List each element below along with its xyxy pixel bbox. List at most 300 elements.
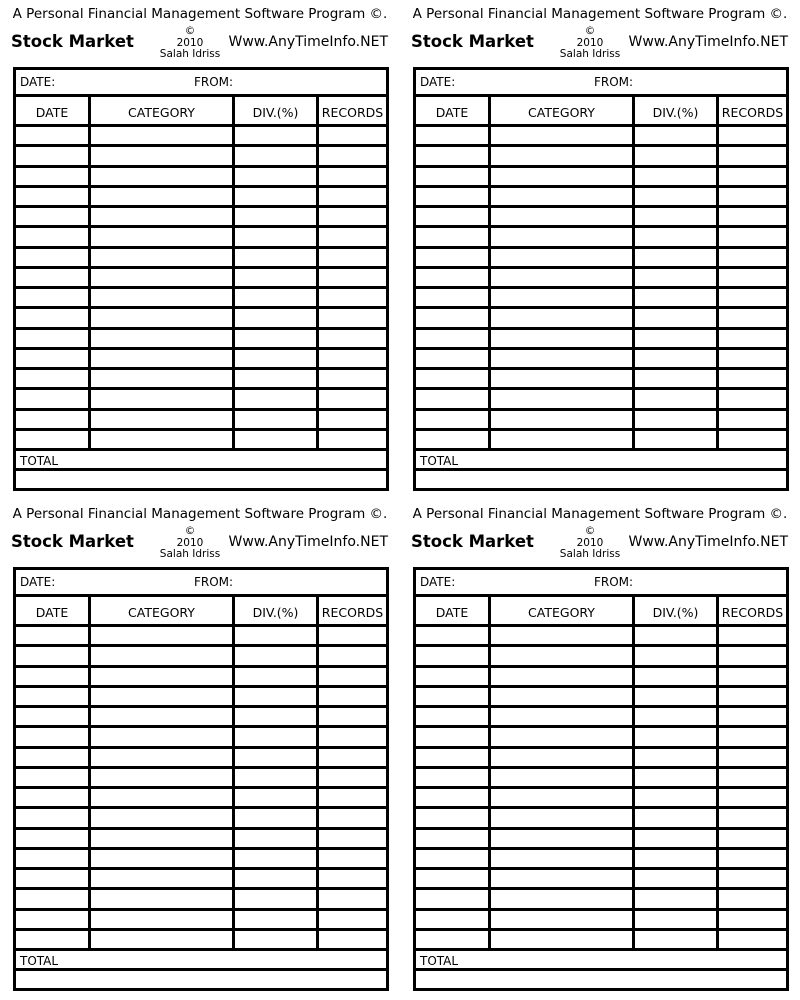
entry-cell[interactable] bbox=[91, 890, 235, 911]
website-link[interactable]: Www.AnyTimeInfo.NET bbox=[628, 534, 788, 550]
entry-cell[interactable] bbox=[319, 269, 386, 289]
entry-cell[interactable] bbox=[16, 309, 91, 330]
entry-cell[interactable] bbox=[416, 769, 491, 789]
entry-cell[interactable] bbox=[719, 390, 786, 411]
entry-cell[interactable] bbox=[235, 350, 319, 370]
entry-cell[interactable] bbox=[491, 330, 635, 350]
entry-cell[interactable] bbox=[319, 789, 386, 809]
entry-cell[interactable] bbox=[91, 830, 235, 850]
entry-cell[interactable] bbox=[319, 208, 386, 228]
entry-cell[interactable] bbox=[719, 870, 786, 890]
entry-cell[interactable] bbox=[91, 330, 235, 350]
from-input[interactable] bbox=[241, 571, 381, 593]
entry-cell[interactable] bbox=[635, 931, 719, 951]
entry-cell[interactable] bbox=[16, 249, 91, 269]
copyright-block bbox=[150, 526, 230, 561]
entry-cell[interactable] bbox=[491, 627, 635, 647]
entry-cell[interactable] bbox=[16, 350, 91, 370]
total-row bbox=[416, 451, 786, 471]
entry-cell[interactable] bbox=[416, 309, 491, 330]
date-input[interactable] bbox=[463, 71, 583, 93]
entry-cell[interactable] bbox=[91, 789, 235, 809]
entry-cell[interactable] bbox=[491, 228, 635, 249]
entry-cell[interactable] bbox=[635, 708, 719, 728]
entry-cell[interactable] bbox=[235, 749, 319, 769]
entry-cell[interactable] bbox=[635, 728, 719, 749]
total-value-field[interactable] bbox=[416, 971, 786, 988]
entry-cell[interactable] bbox=[235, 249, 319, 269]
entry-cell[interactable] bbox=[16, 769, 91, 789]
entry-cell[interactable] bbox=[235, 188, 319, 208]
entry-cell[interactable] bbox=[91, 647, 235, 668]
entry-cell[interactable] bbox=[635, 390, 719, 411]
from-input[interactable] bbox=[641, 571, 781, 593]
entry-cell[interactable] bbox=[719, 647, 786, 668]
entry-cell[interactable] bbox=[16, 390, 91, 411]
entry-cell[interactable] bbox=[416, 870, 491, 890]
entry-cell[interactable] bbox=[235, 769, 319, 789]
entry-cell[interactable] bbox=[16, 370, 91, 390]
entry-cell[interactable] bbox=[235, 370, 319, 390]
entry-cell[interactable] bbox=[235, 647, 319, 668]
from-input[interactable] bbox=[641, 71, 781, 93]
entry-cell[interactable] bbox=[416, 830, 491, 850]
entry-cell[interactable] bbox=[719, 127, 786, 147]
entry-cell[interactable] bbox=[16, 809, 91, 830]
entry-cell[interactable] bbox=[491, 769, 635, 789]
column-header-records: RECORDS bbox=[721, 605, 784, 620]
entry-cell[interactable] bbox=[416, 431, 491, 451]
entry-cell[interactable] bbox=[91, 228, 235, 249]
entry-cell[interactable] bbox=[235, 789, 319, 809]
entry-cell[interactable] bbox=[635, 289, 719, 309]
entry-cell[interactable] bbox=[16, 749, 91, 769]
entry-cell[interactable] bbox=[16, 289, 91, 309]
entry-cell[interactable] bbox=[719, 627, 786, 647]
entry-cell[interactable] bbox=[235, 668, 319, 688]
entry-cell[interactable] bbox=[16, 931, 91, 951]
entry-cell[interactable] bbox=[719, 411, 786, 431]
entry-cell[interactable] bbox=[91, 850, 235, 870]
copyright-block bbox=[150, 26, 230, 61]
column-header-div: DIV.(%) bbox=[252, 105, 299, 120]
entry-cell[interactable] bbox=[235, 269, 319, 289]
entry-cell[interactable] bbox=[719, 890, 786, 911]
total-label: TOTAL bbox=[420, 454, 459, 468]
entry-cell[interactable] bbox=[91, 208, 235, 228]
entry-cell[interactable] bbox=[235, 911, 319, 931]
entry-cell[interactable] bbox=[416, 228, 491, 249]
column-header-div: DIV.(%) bbox=[652, 605, 699, 620]
entry-cell[interactable] bbox=[416, 188, 491, 208]
entry-cell[interactable] bbox=[416, 350, 491, 370]
entry-cell[interactable] bbox=[319, 708, 386, 728]
entry-cell[interactable] bbox=[635, 269, 719, 289]
website-link[interactable]: Www.AnyTimeInfo.NET bbox=[228, 34, 388, 50]
entry-cell[interactable] bbox=[416, 289, 491, 309]
entry-cell[interactable] bbox=[16, 668, 91, 688]
entry-cell[interactable] bbox=[235, 309, 319, 330]
entry-cell[interactable] bbox=[91, 688, 235, 708]
entry-cell[interactable] bbox=[16, 188, 91, 208]
entry-cell[interactable] bbox=[319, 728, 386, 749]
entry-cell[interactable] bbox=[719, 370, 786, 390]
entry-cell[interactable] bbox=[719, 708, 786, 728]
website-link[interactable]: Www.AnyTimeInfo.NET bbox=[628, 34, 788, 50]
entry-cell[interactable] bbox=[235, 627, 319, 647]
entry-cell[interactable] bbox=[319, 147, 386, 168]
entry-cell[interactable] bbox=[719, 228, 786, 249]
entry-cell[interactable] bbox=[635, 309, 719, 330]
entry-cell[interactable] bbox=[635, 647, 719, 668]
entry-cell[interactable] bbox=[719, 769, 786, 789]
entry-cell[interactable] bbox=[91, 728, 235, 749]
entry-cell[interactable] bbox=[491, 431, 635, 451]
entry-cell[interactable] bbox=[491, 269, 635, 289]
entry-cell[interactable] bbox=[491, 127, 635, 147]
total-value-field[interactable] bbox=[16, 971, 386, 988]
entry-cell[interactable] bbox=[91, 147, 235, 168]
copyright-icon: © bbox=[584, 25, 596, 37]
entry-cell[interactable] bbox=[719, 330, 786, 350]
column-header-div: DIV.(%) bbox=[252, 605, 299, 620]
entry-cell[interactable] bbox=[319, 627, 386, 647]
ledger-table bbox=[413, 567, 789, 991]
entry-cell[interactable] bbox=[319, 411, 386, 431]
from-label: FROM: bbox=[594, 75, 634, 89]
entry-cell[interactable] bbox=[91, 127, 235, 147]
entry-cell[interactable] bbox=[491, 668, 635, 688]
total-value-field[interactable] bbox=[16, 471, 386, 488]
entry-cell[interactable] bbox=[416, 789, 491, 809]
entry-cell[interactable] bbox=[319, 249, 386, 269]
entry-cell[interactable] bbox=[235, 850, 319, 870]
date-input[interactable] bbox=[463, 571, 583, 593]
column-header-category: CATEGORY bbox=[128, 605, 195, 620]
entry-cell[interactable] bbox=[491, 830, 635, 850]
entry-cell[interactable] bbox=[719, 350, 786, 370]
entry-cell[interactable] bbox=[416, 911, 491, 931]
entry-cell[interactable] bbox=[416, 370, 491, 390]
entry-cell[interactable] bbox=[416, 728, 491, 749]
entry-cell[interactable] bbox=[235, 830, 319, 850]
entry-cell[interactable] bbox=[319, 370, 386, 390]
entry-cell[interactable] bbox=[491, 647, 635, 668]
copyright-year: 2010 bbox=[176, 536, 204, 549]
entry-cell[interactable] bbox=[719, 809, 786, 830]
entry-cell[interactable] bbox=[91, 249, 235, 269]
entry-cell[interactable] bbox=[319, 890, 386, 911]
tagline: A Personal Financial Management Software Program ©. bbox=[412, 506, 788, 522]
entry-cell[interactable] bbox=[16, 789, 91, 809]
entry-cell[interactable] bbox=[635, 830, 719, 850]
entry-cell[interactable] bbox=[635, 911, 719, 931]
entry-cell[interactable] bbox=[91, 870, 235, 890]
entry-cell[interactable] bbox=[91, 911, 235, 931]
date-input[interactable] bbox=[63, 571, 183, 593]
column-header-date: DATE bbox=[435, 105, 469, 120]
entry-cell[interactable] bbox=[91, 749, 235, 769]
total-row bbox=[16, 451, 386, 471]
entry-cell[interactable] bbox=[491, 789, 635, 809]
entry-cell[interactable] bbox=[416, 749, 491, 769]
entry-cell[interactable] bbox=[16, 431, 91, 451]
from-input[interactable] bbox=[241, 71, 381, 93]
entry-cell[interactable] bbox=[635, 688, 719, 708]
entry-cell[interactable] bbox=[91, 931, 235, 951]
entry-cell[interactable] bbox=[235, 708, 319, 728]
tagline: A Personal Financial Management Software Program ©. bbox=[412, 6, 788, 22]
entry-cell[interactable] bbox=[491, 147, 635, 168]
entry-cell[interactable] bbox=[719, 850, 786, 870]
entry-cell[interactable] bbox=[491, 168, 635, 188]
copyright-icon: © bbox=[184, 25, 196, 37]
entry-cell[interactable] bbox=[319, 668, 386, 688]
entry-cell[interactable] bbox=[235, 870, 319, 890]
entry-cell[interactable] bbox=[16, 127, 91, 147]
entry-cell[interactable] bbox=[319, 647, 386, 668]
entry-cell[interactable] bbox=[491, 728, 635, 749]
entry-cell[interactable] bbox=[319, 431, 386, 451]
total-row bbox=[416, 951, 786, 971]
entry-cell[interactable] bbox=[319, 330, 386, 350]
entry-cell[interactable] bbox=[16, 269, 91, 289]
entry-cell[interactable] bbox=[491, 390, 635, 411]
entry-cell[interactable] bbox=[635, 350, 719, 370]
entry-cell[interactable] bbox=[235, 168, 319, 188]
website-link[interactable]: Www.AnyTimeInfo.NET bbox=[228, 534, 388, 550]
entry-cell[interactable] bbox=[16, 688, 91, 708]
entry-cell[interactable] bbox=[319, 850, 386, 870]
entry-cell[interactable] bbox=[16, 870, 91, 890]
entry-cell[interactable] bbox=[491, 249, 635, 269]
entry-cell[interactable] bbox=[16, 228, 91, 249]
entry-cell[interactable] bbox=[719, 749, 786, 769]
entry-cell[interactable] bbox=[719, 147, 786, 168]
entry-cell[interactable] bbox=[416, 627, 491, 647]
entry-cell[interactable] bbox=[719, 188, 786, 208]
entry-cell[interactable] bbox=[635, 127, 719, 147]
entry-cell[interactable] bbox=[91, 431, 235, 451]
entry-cell[interactable] bbox=[319, 188, 386, 208]
entry-cell[interactable] bbox=[416, 208, 491, 228]
entry-cell[interactable] bbox=[719, 289, 786, 309]
entry-cell[interactable] bbox=[719, 249, 786, 269]
entry-cell[interactable] bbox=[416, 127, 491, 147]
entry-cell[interactable] bbox=[319, 688, 386, 708]
entry-cell[interactable] bbox=[491, 411, 635, 431]
entry-cell[interactable] bbox=[719, 728, 786, 749]
entry-cell[interactable] bbox=[719, 830, 786, 850]
entry-cell[interactable] bbox=[416, 147, 491, 168]
entry-cell[interactable] bbox=[416, 890, 491, 911]
entry-cell[interactable] bbox=[719, 431, 786, 451]
entry-cell[interactable] bbox=[635, 850, 719, 870]
column-header-records: RECORDS bbox=[321, 105, 384, 120]
entry-cell[interactable] bbox=[235, 228, 319, 249]
entry-cell[interactable] bbox=[319, 309, 386, 330]
entry-cell[interactable] bbox=[416, 668, 491, 688]
entry-cell[interactable] bbox=[235, 728, 319, 749]
entry-cell[interactable] bbox=[91, 309, 235, 330]
date-label: DATE: bbox=[20, 575, 56, 589]
column-header-category: CATEGORY bbox=[528, 605, 595, 620]
entry-cell[interactable] bbox=[491, 931, 635, 951]
entry-cell[interactable] bbox=[319, 127, 386, 147]
date-label: DATE: bbox=[420, 75, 456, 89]
entry-cell[interactable] bbox=[91, 627, 235, 647]
entry-cell[interactable] bbox=[235, 809, 319, 830]
entry-cell[interactable] bbox=[635, 330, 719, 350]
entry-cell[interactable] bbox=[491, 870, 635, 890]
entry-cell[interactable] bbox=[16, 627, 91, 647]
column-header-date: DATE bbox=[35, 605, 69, 620]
entry-cell[interactable] bbox=[491, 188, 635, 208]
entry-cell[interactable] bbox=[235, 390, 319, 411]
ledger-table bbox=[13, 67, 389, 491]
entry-cell[interactable] bbox=[16, 208, 91, 228]
entry-cell[interactable] bbox=[16, 890, 91, 911]
entry-cell[interactable] bbox=[319, 870, 386, 890]
entry-cell[interactable] bbox=[719, 668, 786, 688]
entry-cell[interactable] bbox=[319, 809, 386, 830]
entry-cell[interactable] bbox=[491, 309, 635, 330]
entry-cell[interactable] bbox=[235, 411, 319, 431]
entry-cell[interactable] bbox=[91, 390, 235, 411]
entry-cell[interactable] bbox=[235, 147, 319, 168]
entry-cell[interactable] bbox=[16, 708, 91, 728]
entry-cell[interactable] bbox=[16, 911, 91, 931]
entry-cell[interactable] bbox=[91, 809, 235, 830]
entry-cell[interactable] bbox=[635, 147, 719, 168]
entry-cell[interactable] bbox=[416, 269, 491, 289]
entry-cell[interactable] bbox=[319, 228, 386, 249]
entry-cell[interactable] bbox=[635, 870, 719, 890]
entry-cell[interactable] bbox=[635, 668, 719, 688]
entry-cell[interactable] bbox=[91, 188, 235, 208]
entry-cell[interactable] bbox=[91, 370, 235, 390]
entry-cell[interactable] bbox=[319, 830, 386, 850]
entry-cell[interactable] bbox=[635, 809, 719, 830]
entry-cell[interactable] bbox=[319, 289, 386, 309]
entry-cell[interactable] bbox=[416, 168, 491, 188]
entry-cell[interactable] bbox=[235, 208, 319, 228]
ledger-table bbox=[413, 67, 789, 491]
entry-cell[interactable] bbox=[635, 431, 719, 451]
entry-cell[interactable] bbox=[635, 228, 719, 249]
entry-cell[interactable] bbox=[235, 431, 319, 451]
entry-cell[interactable] bbox=[16, 330, 91, 350]
entry-cell[interactable] bbox=[416, 931, 491, 951]
entry-cell[interactable] bbox=[491, 370, 635, 390]
entry-cell[interactable] bbox=[719, 688, 786, 708]
entry-cell[interactable] bbox=[635, 411, 719, 431]
entry-cell[interactable] bbox=[319, 769, 386, 789]
entry-cell[interactable] bbox=[91, 168, 235, 188]
entry-cell[interactable] bbox=[235, 330, 319, 350]
entry-cell[interactable] bbox=[91, 350, 235, 370]
entry-cell[interactable] bbox=[319, 168, 386, 188]
entry-cell[interactable] bbox=[16, 830, 91, 850]
entry-cell[interactable] bbox=[91, 269, 235, 289]
entry-cell[interactable] bbox=[635, 789, 719, 809]
entry-cell[interactable] bbox=[491, 809, 635, 830]
entry-cell[interactable] bbox=[635, 188, 719, 208]
entry-cell[interactable] bbox=[91, 411, 235, 431]
entry-cell[interactable] bbox=[719, 789, 786, 809]
entry-cell[interactable] bbox=[416, 688, 491, 708]
entry-cell[interactable] bbox=[719, 168, 786, 188]
entry-cell[interactable] bbox=[719, 309, 786, 330]
entry-cell[interactable] bbox=[491, 289, 635, 309]
entry-cell[interactable] bbox=[416, 708, 491, 728]
entry-cell[interactable] bbox=[319, 931, 386, 951]
entry-cell[interactable] bbox=[491, 688, 635, 708]
entry-cell[interactable] bbox=[235, 289, 319, 309]
entry-cell[interactable] bbox=[491, 708, 635, 728]
entry-cell[interactable] bbox=[491, 749, 635, 769]
entry-cell[interactable] bbox=[16, 850, 91, 870]
entry-cell[interactable] bbox=[635, 749, 719, 769]
entry-cell[interactable] bbox=[319, 390, 386, 411]
entry-cell[interactable] bbox=[491, 208, 635, 228]
entry-cell[interactable] bbox=[235, 890, 319, 911]
entry-cell[interactable] bbox=[91, 708, 235, 728]
entry-cell[interactable] bbox=[491, 850, 635, 870]
entry-cell[interactable] bbox=[16, 168, 91, 188]
entry-cell[interactable] bbox=[416, 390, 491, 411]
entry-cell[interactable] bbox=[416, 809, 491, 830]
entry-cell[interactable] bbox=[719, 208, 786, 228]
entry-cell[interactable] bbox=[16, 147, 91, 168]
copyright-year: 2010 bbox=[576, 536, 604, 549]
entry-cell[interactable] bbox=[319, 749, 386, 769]
entry-cell[interactable] bbox=[91, 289, 235, 309]
entry-cell[interactable] bbox=[416, 647, 491, 668]
entry-cell[interactable] bbox=[416, 330, 491, 350]
entry-cell[interactable] bbox=[635, 627, 719, 647]
total-value-field[interactable] bbox=[416, 471, 786, 488]
entry-cell[interactable] bbox=[491, 350, 635, 370]
total-label: TOTAL bbox=[420, 954, 459, 968]
entry-cell[interactable] bbox=[719, 269, 786, 289]
entry-cell[interactable] bbox=[319, 911, 386, 931]
entry-cell[interactable] bbox=[235, 688, 319, 708]
entry-cell[interactable] bbox=[416, 850, 491, 870]
entry-cell[interactable] bbox=[635, 208, 719, 228]
entry-cell[interactable] bbox=[635, 370, 719, 390]
entry-cell[interactable] bbox=[719, 931, 786, 951]
entry-cell[interactable] bbox=[16, 647, 91, 668]
entry-cell[interactable] bbox=[91, 668, 235, 688]
entry-cell[interactable] bbox=[491, 890, 635, 911]
entry-cell[interactable] bbox=[235, 127, 319, 147]
entry-cell[interactable] bbox=[635, 249, 719, 269]
entry-cell[interactable] bbox=[491, 911, 635, 931]
entry-cell[interactable] bbox=[319, 350, 386, 370]
date-input[interactable] bbox=[63, 71, 183, 93]
entry-cell[interactable] bbox=[416, 411, 491, 431]
entry-cell[interactable] bbox=[16, 728, 91, 749]
entry-cell[interactable] bbox=[16, 411, 91, 431]
entry-cell[interactable] bbox=[635, 890, 719, 911]
entry-cell[interactable] bbox=[635, 168, 719, 188]
entry-cell[interactable] bbox=[635, 769, 719, 789]
entry-cell[interactable] bbox=[719, 911, 786, 931]
entry-cell[interactable] bbox=[416, 249, 491, 269]
entry-cell[interactable] bbox=[91, 769, 235, 789]
entry-cell[interactable] bbox=[235, 931, 319, 951]
